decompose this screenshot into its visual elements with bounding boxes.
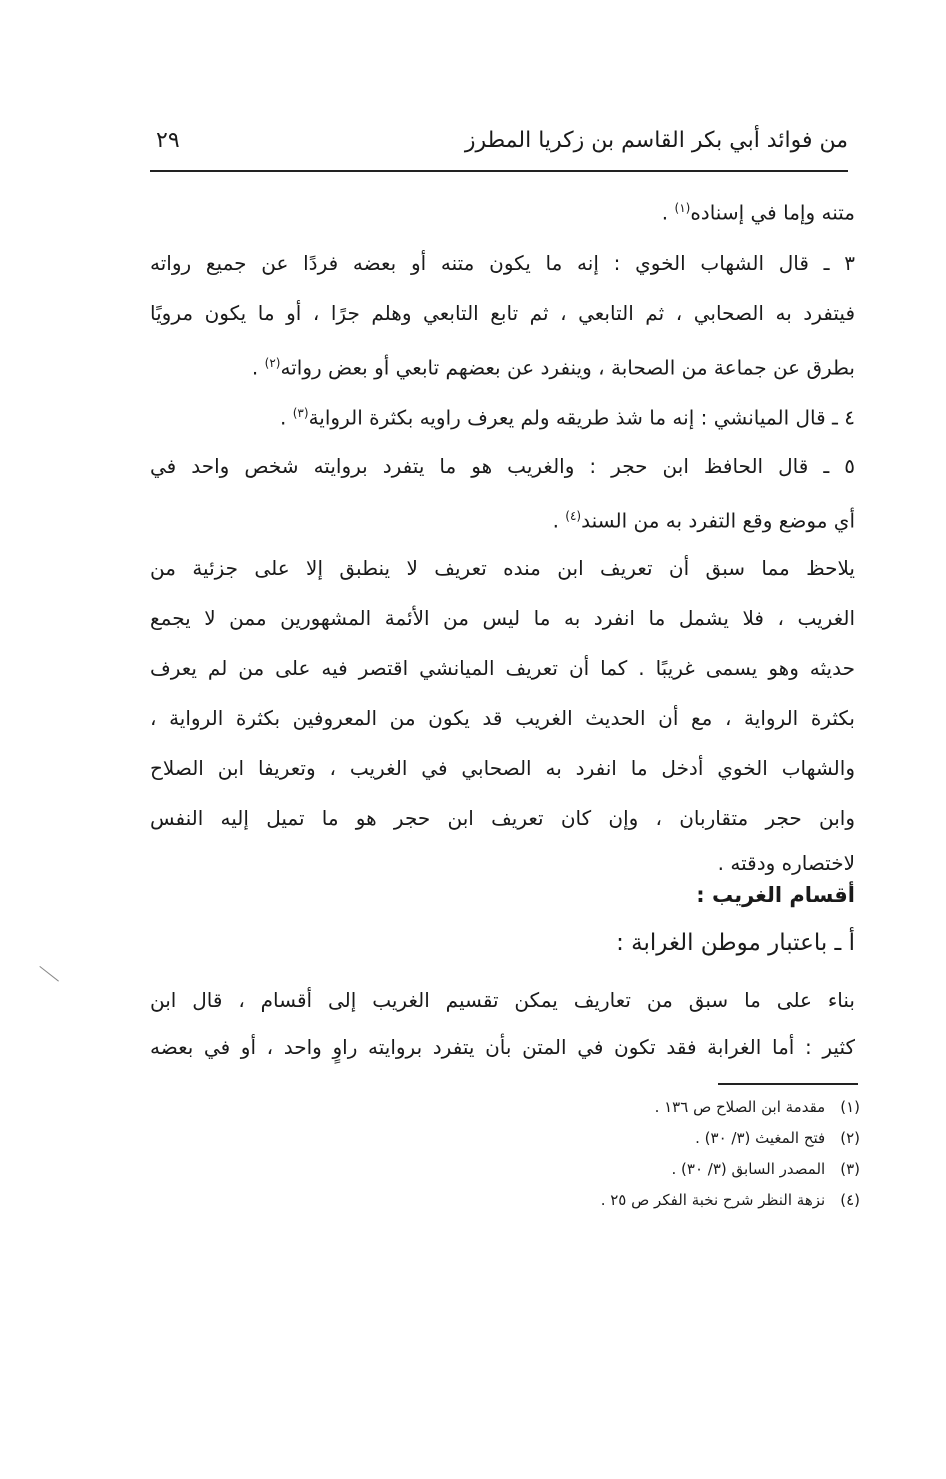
text-line: ٤ ـ قال الميانشي : إنه ما شذ طريقه ولم يعرف راويه بكثرة الرواية$^{(٣)}$ . xyxy=(280,405,855,430)
page-header xyxy=(150,120,848,166)
text-line: كثير : أما الغرابة فقد تكون في المتن بأن يتفرد بروايته راوٍ واحد ، أو في بعضه xyxy=(150,1035,855,1059)
header-divider xyxy=(150,170,848,172)
footnote-ref[interactable]: (٢) xyxy=(264,356,281,370)
text-line: يلاحظ مما سبق أن تعريف ابن منده تعريف لا ينطبق إلا على جزئية من xyxy=(150,556,855,580)
footnote-number: (٤) xyxy=(840,1191,860,1209)
text-line: بكثرة الرواية ، مع أن الحديث الغريب قد يكون من المعروفين بكثرة الرواية ، xyxy=(150,706,855,730)
footnote-text: فتح المغيث (٣/ ٣٠) . xyxy=(695,1129,826,1147)
footnote xyxy=(400,1092,860,1123)
footnote-text: نزهة النظر شرح نخبة الفكر ص ٢٥ . xyxy=(600,1191,826,1209)
footnote xyxy=(400,1185,860,1216)
text-line: فيتفرد به الصحابي ، ثم التابعي ، ثم تابع التابعي وهلم جرًا ، أو ما يكون مرويًا xyxy=(150,301,855,325)
footnote xyxy=(400,1123,860,1154)
text-line: ٥ ـ قال الحافظ ابن حجر : والغريب هو ما يتفرد بروايته شخص واحد في xyxy=(150,454,855,478)
text-line: أي موضع وقع التفرد به من السند$^{(٤)}$ . xyxy=(552,508,855,533)
section-headings xyxy=(150,870,855,970)
footnote-text: المصدر السابق (٣/ ٣٠) . xyxy=(671,1160,826,1178)
text-line: متنه وإما في إسناده$^{(١)}$ . xyxy=(661,200,855,225)
continued-text xyxy=(150,975,855,1075)
footnote-number: (٢) xyxy=(840,1129,860,1147)
footnote-ref[interactable]: (٤) xyxy=(565,509,582,523)
text-line: والشهاب الخوي أدخل ما انفرد به الصحابي في الغريب ، وتعريفا ابن الصلاح xyxy=(150,756,855,780)
footnotes xyxy=(400,1092,860,1216)
text-line: حديثه وهو يسمى غريبًا . كما أن تعريف الميانشي اقتصر فيه على من لم يعرف xyxy=(150,656,855,680)
text-line: ٣ ـ قال الشهاب الخوي : إنه ما يكون متنه أو بعضه فردًا عن جميع رواته xyxy=(150,251,855,275)
page-number: ٢٩ xyxy=(156,128,180,153)
footnote-text: مقدمة ابن الصلاح ص ١٣٦ . xyxy=(654,1098,826,1116)
text-line: وابن حجر متقاربان ، وإن كان تعريف ابن حجر هو ما تميل إليه النفس xyxy=(150,806,855,830)
text-line: لاختصاره ودقته . xyxy=(717,851,855,875)
footnote-number: (١) xyxy=(840,1098,860,1116)
footnote-ref[interactable]: (١) xyxy=(674,201,691,215)
footnote-ref[interactable]: (٣) xyxy=(292,406,309,420)
text-line: بطرق عن جماعة من الصحابة ، وينفرد عن بعضهم تابعي أو بعض رواته$^{(٢)}$ . xyxy=(251,355,855,380)
footnote-divider xyxy=(718,1083,858,1085)
scan-artifact xyxy=(39,966,59,982)
text-line: بناء على ما سبق من تعاريف يمكن تقسيم الغريب إلى أقسام ، قال ابن xyxy=(150,988,855,1012)
text-line: الغريب ، فلا يشمل ما انفرد به ما ليس من الأئمة المشهورين ممن لا يجمع xyxy=(150,606,855,630)
main-text xyxy=(150,183,855,883)
footnote xyxy=(400,1154,860,1185)
subsection-heading: أ ـ باعتبار موطن الغرابة : xyxy=(616,930,855,956)
running-title: من فوائد أبي بكر القاسم بن زكريا المطرز xyxy=(464,128,848,153)
section-heading: أقسام الغريب : xyxy=(696,883,855,907)
footnote-number: (٣) xyxy=(840,1160,860,1178)
